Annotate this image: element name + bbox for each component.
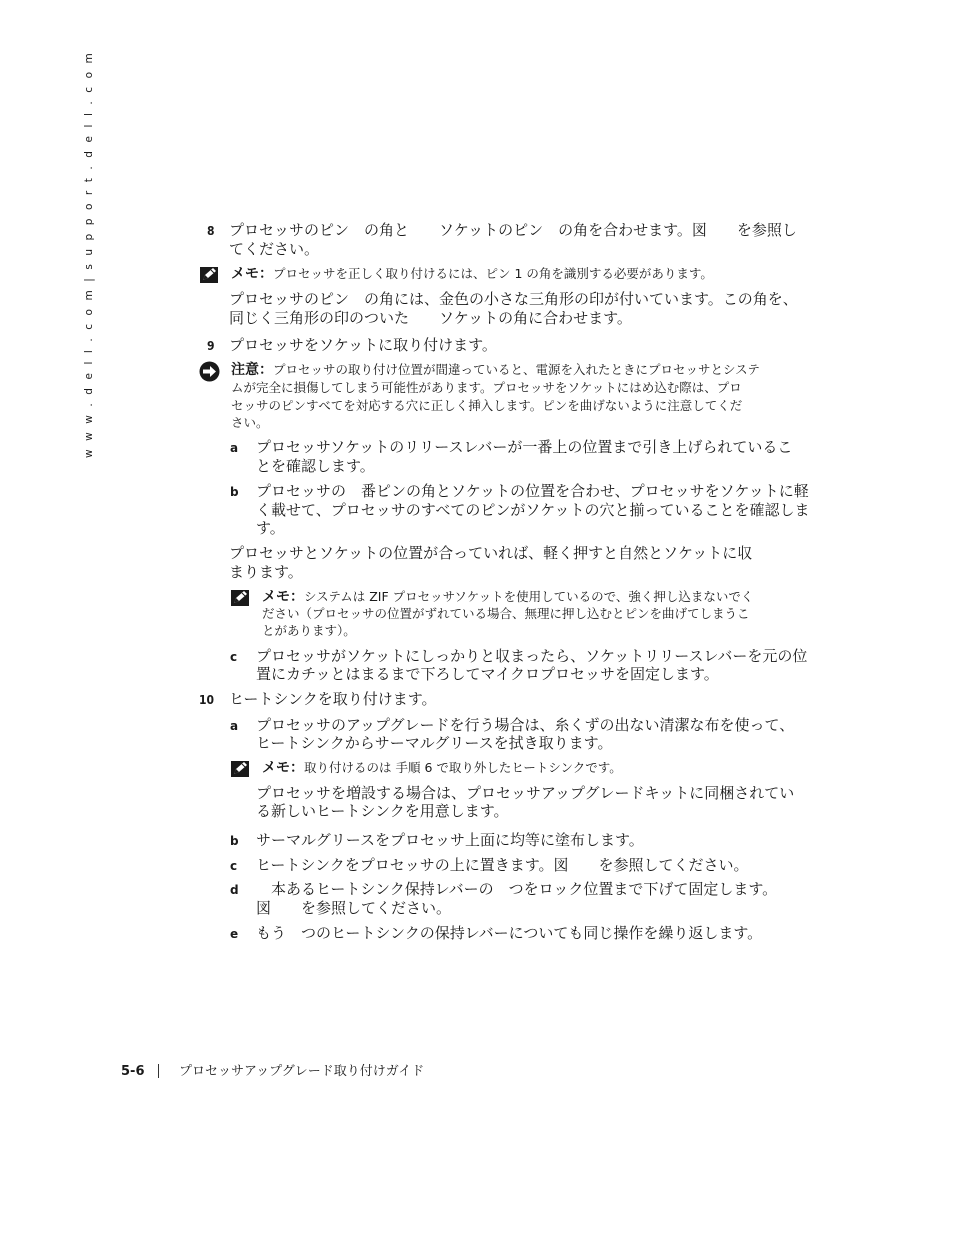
step-8-note (231, 265, 713, 283)
step-9a-label: a (230, 441, 239, 455)
note-label: メモ： (231, 266, 273, 282)
footer-title: プロセッサアップグレード取り付けガイド (179, 1064, 425, 1079)
step-8-number: 8 (207, 224, 215, 238)
step-9a-line1: プロセッサソケットのリリースレバーが一番上の位置まで引き上げられているこ (256, 438, 793, 456)
step-9-caution-line1 (231, 361, 760, 379)
caution-label: 注意： (231, 362, 273, 378)
step-8-line1: プロセッサのピン の角と ソケットのピン の角を合わせます。図 を参照し (229, 221, 797, 239)
step-8-para-line1: プロセッサのピン の角には、金色の小さな三角形の印が付いています。この角を、 (229, 290, 798, 308)
step-9b-line3: す。 (256, 519, 285, 537)
step-9c-label: c (230, 650, 238, 664)
note-text: 取り付けるのは 手順 6 で取り外したヒートシンクです。 (304, 760, 622, 775)
step-9-caution-line2: ムが完全に損傷してしまう可能性があります。プロセッサをソケットにはめ込む際は、プロ (231, 380, 742, 395)
step-9-para-line2: まります。 (229, 563, 303, 581)
step-10a-line1: プロセッサのアップグレードを行う場合は、糸くずの出ない清潔な布を使って、 (256, 716, 795, 734)
step-9c-line1: プロセッサがソケットにしっかりと収まったら、ソケットリリースレバーを元の位 (256, 647, 808, 665)
note-text: プロセッサを正しく取り付けるには、ピン 1 の角を識別する必要があります。 (273, 266, 713, 281)
step-9-note-line3: とがあります）。 (262, 623, 356, 638)
side-url: w w w . d e l l . c o m | s u p p o r t . d e l l . c o m (83, 50, 95, 458)
step-9-text: プロセッサをソケットに取り付けます。 (229, 336, 497, 354)
note-label: メモ： (262, 760, 304, 776)
step-10a-line2: ヒートシンクからサーマルグリースを拭き取ります。 (256, 734, 613, 752)
step-9b-line2: く載せて、プロセッサのすべてのピンがソケットの穴と揃っていることを確認しま (256, 501, 810, 519)
note-label: メモ： (262, 589, 304, 605)
step-9c-line2: 置にカチッとはまるまで下ろしてマイクロプロセッサを固定します。 (256, 665, 719, 683)
pencil-note-icon (199, 265, 219, 285)
note-text-1: システムは ZIF プロセッサソケットを使用しているので、強く押し込まないでく (304, 589, 754, 604)
footer-divider (158, 1064, 159, 1078)
step-9b-label: b (230, 485, 239, 499)
step-10-number: 10 (199, 693, 215, 707)
step-9b-line1: プロセッサの 番ピンの角とソケットの位置を合わせ、プロセッサをソケットに軽 (256, 482, 809, 500)
pencil-note-icon (230, 588, 250, 608)
step-10-para-line2: る新しいヒートシンクを用意します。 (256, 802, 509, 820)
pencil-note-icon (230, 759, 250, 779)
step-10a-label: a (230, 719, 239, 733)
step-9-note-line2: ださい（プロセッサの位置がずれている場合、無理に押し込むとピンを曲げてしまうこ (262, 606, 750, 621)
step-9-note-line1 (262, 588, 753, 606)
step-10-para-line1: プロセッサを増設する場合は、プロセッサアップグレードキットに同梱されてい (256, 784, 795, 802)
step-10-note (262, 759, 622, 777)
caution-text-1: プロセッサの取り付け位置が間違っていると、電源を入れたときにプロセッサとシステ (273, 362, 760, 377)
step-10c-label: c (230, 859, 238, 873)
step-10b-text: サーマルグリースをプロセッサ上面に均等に塗布します。 (256, 831, 644, 849)
step-10d-line1: 本あるヒートシンク保持レバーの つをロック位置まで下げて固定します。 (256, 880, 778, 898)
step-10e-label: e (230, 927, 239, 941)
step-10e-text: もう つのヒートシンクの保持レバーについても同じ操作を繰り返します。 (256, 924, 763, 942)
caution-arrow-icon (199, 361, 220, 382)
step-10b-label: b (230, 834, 239, 848)
step-8-para-line2: 同じく三角形の印のついた ソケットの角に合わせます。 (229, 309, 632, 327)
step-8-line2: てください。 (229, 240, 320, 258)
step-9-caution-line4: さい。 (231, 415, 269, 430)
step-10c-text: ヒートシンクをプロセッサの上に置きます。図 を参照してください。 (256, 856, 749, 874)
step-10d-label: d (230, 883, 239, 897)
step-10d-line2: 図 を参照してください。 (256, 899, 452, 917)
step-9-para-line1: プロセッサとソケットの位置が合っていれば、軽く押すと自然とソケットに収 (229, 544, 753, 562)
step-9a-line2: とを確認します。 (256, 457, 375, 475)
step-9-number: 9 (207, 339, 215, 353)
step-10-text: ヒートシンクを取り付けます。 (229, 690, 437, 708)
step-9-caution-line3: セッサのピンすべてを対応する穴に正しく挿入します。ピンを曲げないように注意してくだ (231, 398, 743, 413)
page-number: 5-6 (121, 1064, 145, 1079)
